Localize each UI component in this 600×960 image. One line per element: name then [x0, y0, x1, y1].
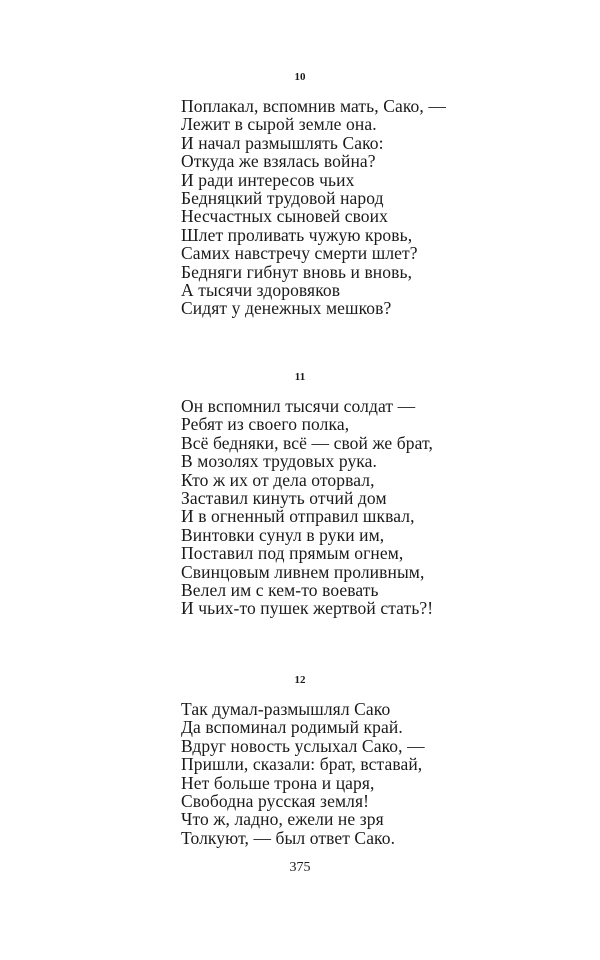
verse-line: Бедняцкий трудовой народ: [181, 188, 384, 209]
page-number: 375: [289, 860, 311, 875]
verse-line: Кто ж их от дела оторвал,: [181, 469, 375, 490]
verse-line: И ради интересов чьих: [181, 169, 355, 190]
verse-line: Несчастных сыновей своих: [181, 206, 388, 227]
verse-line: Он вспомнил тысячи солдат —: [181, 396, 416, 416]
verse-line: Вдруг новость услыхал Сако, —: [181, 735, 425, 756]
verse-line: Что ж, ладно, ежели не зря: [181, 809, 384, 830]
verse-line: Бедняги гибнут вновь и вновь,: [181, 261, 413, 282]
verse-line: И начал размышлять Сако:: [181, 132, 384, 153]
verse-line: И чьих-то пушек жертвой стать?!: [181, 598, 434, 619]
verse-line: Заставил кинуть отчий дом: [181, 488, 387, 509]
verse-line: А тысячи здоровяков: [181, 280, 341, 301]
verse-line: Поплакал, вспомнив мать, Сако, —: [181, 96, 446, 116]
section-number-10: 10: [294, 71, 306, 83]
verse-line: Шлет проливать чужую кровь,: [181, 224, 413, 245]
verse-line: В мозолях трудовых рука.: [181, 451, 377, 472]
section-number-12: 12: [294, 674, 306, 686]
stanza-12: [181, 700, 561, 847]
verse-line: Ребят из своего полка,: [181, 414, 350, 435]
verse-line: Свободна русская земля!: [181, 791, 370, 812]
verse-line: Поставил под прямым огнем,: [181, 543, 404, 564]
stanza-11: [181, 397, 561, 618]
verse-line: Откуда же взялась война?: [181, 151, 376, 172]
verse-line: Нет больше трона и царя,: [181, 772, 375, 793]
section-number-11: 11: [294, 371, 306, 383]
verse-line: Пришли, сказали: брат, вставай,: [181, 754, 423, 775]
verse-line: Лежит в сырой земле она.: [181, 114, 377, 135]
verse-line: Самих навстречу смерти шлет?: [181, 243, 418, 264]
verse-line: Так думал-размышлял Сако: [181, 699, 391, 719]
verse-line: Велел им с кем-то воевать: [181, 580, 379, 601]
stanza-10: [181, 97, 561, 318]
verse-line: Свинцовым ливнем проливным,: [181, 561, 425, 582]
verse-line: Да вспоминал родимый край.: [181, 717, 403, 738]
verse-line: И в огненный отправил шквал,: [181, 506, 415, 527]
verse-line: Всё бедняки, всё — свой же брат,: [181, 432, 433, 453]
verse-line: Винтовки сунул в руки им,: [181, 524, 385, 545]
verse-line: Сидят у денежных мешков?: [181, 298, 392, 319]
verse-line: Толкуют, — был ответ Сако.: [181, 827, 396, 848]
